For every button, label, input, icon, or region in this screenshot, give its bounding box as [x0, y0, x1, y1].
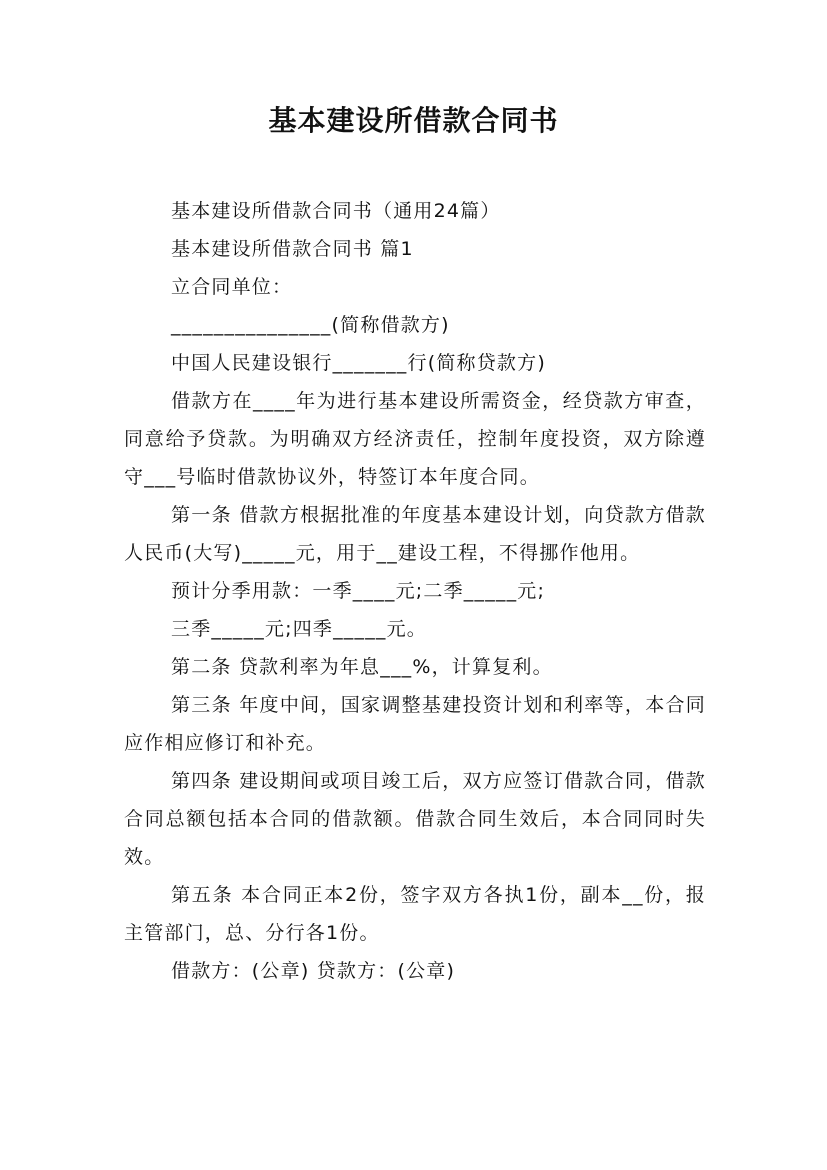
paragraph-article-4: 第四条 建设期间或项目竣工后，双方应签订借款合同，借款合同总额包括本合同的借款额。借款合同生效后，本合同同时失效。 — [124, 770, 706, 868]
document-body — [124, 192, 706, 990]
paragraph-article-1: 第一条 借款方根据批准的年度基本建设计划，向贷款方借款人民币(大写)_____元，用于__建设工程，不得挪作他用。 — [124, 504, 706, 564]
paragraph-parties-label: 立合同单位： — [171, 276, 293, 298]
paragraph-article-3: 第三条 年度中间，国家调整基建投资计划和利率等，本合同应作相应修订和补充。 — [124, 694, 706, 754]
paragraph-article-5: 第五条 本合同正本2份，签字双方各执1份，副本__份，报主管部门，总、分行各1份。 — [124, 884, 706, 944]
paragraph-quarterly-2: 三季_____元;四季_____元。 — [171, 618, 428, 640]
paragraph-subtitle: 基本建设所借款合同书（通用24篇） — [171, 200, 501, 222]
paragraph-borrower-line: _______________(简称借款方) — [171, 314, 450, 336]
paragraph-section-heading: 基本建设所借款合同书 篇1 — [171, 238, 414, 260]
paragraph-quarterly-1: 预计分季用款：一季____元;二季_____元; — [171, 580, 546, 602]
paragraph-signatures: 借款方：(公章) 贷款方：(公章) — [171, 960, 456, 982]
document-title: 基本建设所借款合同书 — [268, 104, 559, 137]
paragraph-article-2: 第二条 贷款利率为年息___%，计算复利。 — [171, 656, 553, 678]
paragraph-preamble: 借款方在____年为进行基本建设所需资金，经贷款方审查，同意给予贷款。为明确双方经济责任，控制年度投资，双方除遵守___号临时借款协议外，特签订本年度合同。 — [124, 390, 706, 488]
paragraph-lender-line: 中国人民建设银行_______行(简称贷款方) — [171, 352, 546, 374]
